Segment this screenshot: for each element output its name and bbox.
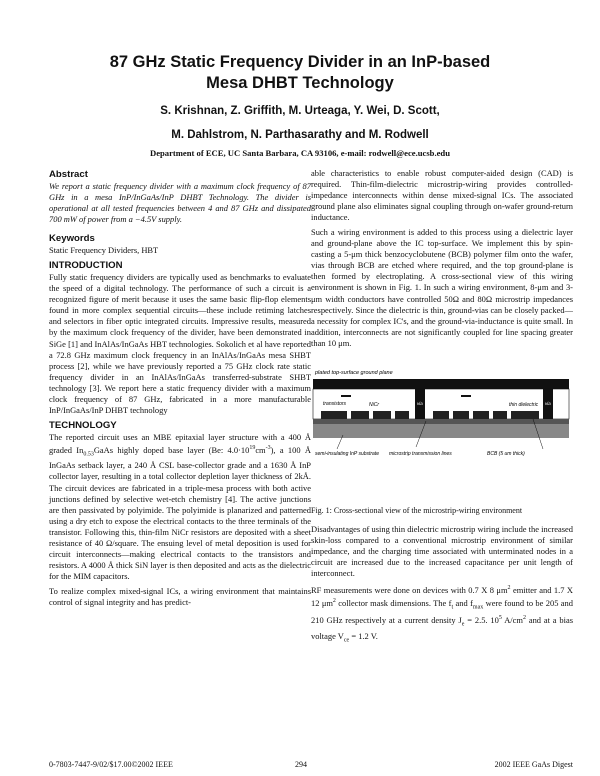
figure-1 [311,355,573,503]
introduction-text: Fully static frequency dividers are typically used as benchmarks to evaluate the speed of a digital technology. The performance of such a circuit is a recognized figure of merit because it uses the same basic flip-flop elements found in more complex sequential circuits—these include retiming latches and selectors in fiber optic integrated circuits. Impressive results, measured by the maximum clock frequency of the divider, have been demonstrated in SiGe [1] and InAlAs/InGaAs HBT technologies. Sokolich et al have reported a 72.8 GHz maximum clock frequency in an InAlAs/InGaAs mesa SHBT process [2], while we have previously reported a 75 GHz clock rate static frequency divider in an InAlAs/InGaAs transferred-substrate SHBT technology [3]. We report here a static frequency divider with a maximum clock frequency of 87 GHz, fabricated in a more manufacturable InP/InGaAs/InP DHBT technology [49,272,311,415]
footer-copyright: 0-7803-7447-9/02/$17.00©2002 IEEE [49,760,173,769]
label-nicr: NiCr [369,401,379,408]
right-paragraph-2: Such a wiring environment is added to this process using a dielectric layer and ground-plane above the IC top-surface. We implement this by spin-casting a 5-μm thick benzocyclobutene (BCB) polymer film onto the wafer, vias through BCB are etched where required, and the top ground-plane is then formed by electroplating. A cross-sectional view of this wiring environment is shown in Fig. 1. In such a wiring environment, 8-μm and 3-μm width conductors have controlled 50Ω and 80Ω microstrip impedances respectively. Since the dielectric is thin, ground-vias can be closely packed—a necessity for complex IC's, and the ground-via-inductance is quite small. In addition, interconnects are not significantly coupled for line spacing greater than 10 μm. [311,227,573,348]
abstract-text: We report a static frequency divider with a maximum clock frequency of 87 GHz in a mesa InP/InGaAs/InP DHBT Technology. The divider is operational at all tested frequencies between 4 and 87 GHz and dissipated 700 mW of power from a −4.5V supply. [49,181,311,225]
label-bcb: BCB (5 um thick) [487,450,525,457]
transistor-block-2 [351,411,369,419]
label-transistors: transistors [323,400,347,407]
title-line-2: Mesa DHBT Technology [206,74,394,92]
inp-substrate [313,424,569,438]
technology-paragraph-1: The reported circuit uses an MBE epitaxial layer structure with a 400 Å graded $In_{0.53}GaAs$ highly doped base layer (Be: $4.0\cdot 10^{19}cm^{-3}$), a 100 Å InGaAs setback layer, a 240 Å CSL base-collector grade and a 1630 Å InP collector layer, resulting in a total collector depletion layer thickness of 2kÅ. The circuit devices are fabricated in a triple-mesa process with both active junctions defined by selective wet-etch chemistry [4]. The active junctions are then passivated by polyimide. The polyimide is planarized and patterned using a dry etch to expose the electrical contacts to the three terminals of the transistor. Following this, thin-film NiCr resistors are deposited with a sheet resistance of 40 Ω/square. The ensuing level of metal deposition is used for circuit interconnects—making electrical contacts to the transistors and resistors. A 4000 Å thick SiN layer is then deposited and acts as the dielectric for the MIM capacitors. [49,431,311,581]
right-paragraph-4: RF measurements were done on devices with 0.7 X 8 $\mu m^2$ emitter and 1.7 X 12 $\mu m^2$ collector mask dimensions. The $f_t$ and $f_{max}$ were found to be 205 and 210 GHz respectively at a current density $J_e = 2.5$. $10^5$ $A/cm^2$ and at a bias voltage $V_{ce} = 1.2$ V. [311,584,574,644]
right-column [311,168,573,651]
label-via-right: via [545,400,551,406]
technology-paragraph-2: To realize complex mixed-signal ICs, a wiring environment that maintains control of signal integrity and has predict- [49,585,311,607]
keywords-text: Static Frequency Dividers, HBT [49,245,159,256]
authors-line-2: M. Dahlstrom, N. Parthasarathy and M. Rodwell [171,129,429,141]
technology-heading: TECHNOLOGY [49,419,117,431]
transistor-block-7 [473,411,489,419]
transistor-block-3 [373,411,391,419]
label-substrate: semi-insulating InP substrate [315,450,380,457]
page-number: 294 [295,760,307,769]
affiliation: Department of ECE, UC Santa Barbara, CA 93106, e-mail: rodwell@ece.ucsb.edu [149,148,450,158]
left-column [49,168,311,612]
right-paragraph-1: able characteristics to enable robust computer-aided design (CAD) is required. Thin-film-dielectric microstrip-wiring provides controlled-impedance interconnects within dense mixed-signal ICs. The associated ground plane also eliminates signal coupling through on-wafer ground-return inductance. [311,168,573,223]
keywords-heading: Keywords [49,233,95,245]
cross-section-diagram [311,355,573,503]
transistor-block-6 [453,411,469,419]
abstract-heading: Abstract [49,169,88,180]
title-line-1: 87 GHz Static Frequency Divider in an InP-based [109,53,491,71]
label-ground-plane: plated top-surface ground plane [315,369,393,376]
authors-line-1: S. Krishnan, Z. Griffith, M. Urteaga, Y. Wei, D. Scott, [160,105,440,117]
paper-title [0,52,600,94]
ground-plane [313,379,569,389]
microstrip-line-1 [341,395,351,397]
transistor-block-4 [395,411,409,419]
footer-venue: 2002 IEEE GaAs Digest [494,760,573,769]
transistor-block-1 [321,411,347,419]
transistor-block-9 [511,411,539,419]
microstrip-line-2 [461,395,471,397]
transistor-block-5 [433,411,449,419]
label-microstrip: microstrip transmission lines [389,450,452,457]
thin-dielectric-layer [313,419,569,424]
introduction-heading: INTRODUCTION [49,260,123,272]
label-via-left: via [417,400,423,406]
figure-caption: Fig. 1: Cross-sectional view of the microstrip-wiring environment [311,505,523,515]
label-thin-dielectric: thin dielectric [509,401,539,408]
author-list [0,99,600,147]
right-paragraph-3: Disadvantages of using thin dielectric microstrip wiring include the increased skin-loss compared to a conventional microstrip environment of similar impedance, and the charging time associated with unterminated nodes in a circuit are increased due to the increased capacitance per unit length of interconnect. [311,523,573,578]
transistor-block-8 [493,411,507,419]
